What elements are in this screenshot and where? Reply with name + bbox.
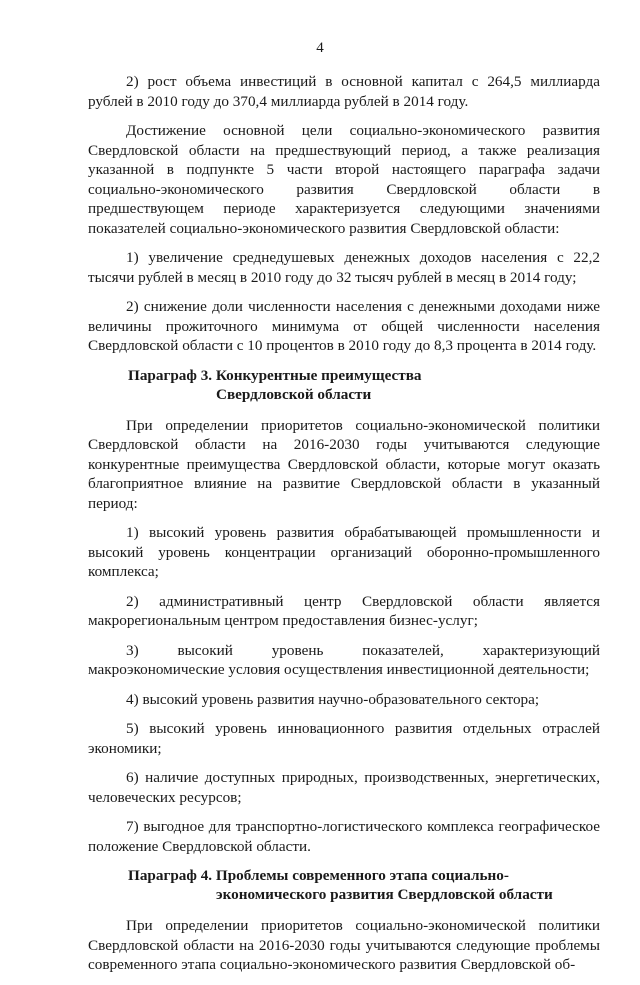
paragraph-poverty-reduction: 2) снижение доли численности населения с денежными доходами ниже величины прожиточного минимума от общей численности населения Свердловской области с 10 процентов в 2010 году до 8,3 процента в 2014 году. <box>88 298 600 354</box>
paragraph-goal-achievement: Достижение основной цели социально-экономического развития Свердловской области на предшествующий период, а также реализация указанной в подпункте 5 части второй настоящего параграфа задачи социально-экономического развития Свердловской области в предшествующем периоде характеризуется следующими значениями показателей социально-экономического развития Свердловской области: <box>88 122 600 237</box>
list-item-advantage-6: 6) наличие доступных природных, производственных, энергетических, человеческих ресурсов; <box>88 769 600 806</box>
paragraph-competitive-intro: При определении приоритетов социально-экономической политики Свердловской области на 2016-2030 годы учитываются следующие конкурентные преимущества Свердловской области, которые могут оказать благоприятное влияние на развитие Свердловской области в указанный период: <box>88 416 600 512</box>
heading-line: Параграф 4. Проблемы современного этапа социально- <box>128 867 509 884</box>
paragraph-investment-growth: 2) рост объема инвестиций в основной капитал с 264,5 миллиарда рублей в 2010 году до 370,4 миллиарда рублей в 2014 году. <box>88 73 600 110</box>
section-heading-paragraph-4 <box>128 866 600 904</box>
document-body <box>88 72 600 985</box>
paragraph-problems-intro: При определении приоритетов социально-экономической политики Свердловской области на 2016-2030 годы учитываются следующие проблемы современного этапа социально-экономического развития Свердловской об- <box>88 917 600 973</box>
list-item-advantage-7: 7) выгодное для транспортно-логистического комплекса географическое положение Свердловской области. <box>88 818 600 855</box>
list-item-advantage-3: 3) высокий уровень показателей, характеризующий макроэкономические условия осуществления инвестиционной деятельности; <box>88 641 600 678</box>
heading-line: Свердловской области <box>216 385 372 403</box>
page-number: 4 <box>316 40 324 56</box>
list-item-advantage-5: 5) высокий уровень инновационного развития отдельных отраслей экономики; <box>88 720 600 757</box>
heading-line: Параграф 3. Конкурентные преимущества <box>128 366 422 384</box>
list-item-advantage-4: 4) высокий уровень развития научно-образовательного сектора; <box>126 690 540 708</box>
list-item-advantage-1: 1) высокий уровень развития обрабатывающей промышленности и высокий уровень концентрации организаций оборонно-промышленного комплекса; <box>88 524 600 580</box>
section-heading-paragraph-3 <box>128 366 600 404</box>
paragraph-income-increase: 1) увеличение среднедушевых денежных доходов населения с 22,2 тысячи рублей в месяц в 2010 году до 32 тысяч рублей в месяц в 2014 году; <box>88 249 600 286</box>
heading-line: экономического развития Свердловской области <box>216 886 553 903</box>
list-item-advantage-2: 2) административный центр Свердловской области является макрорегиональным центром предоставления бизнес-услуг; <box>88 592 600 629</box>
